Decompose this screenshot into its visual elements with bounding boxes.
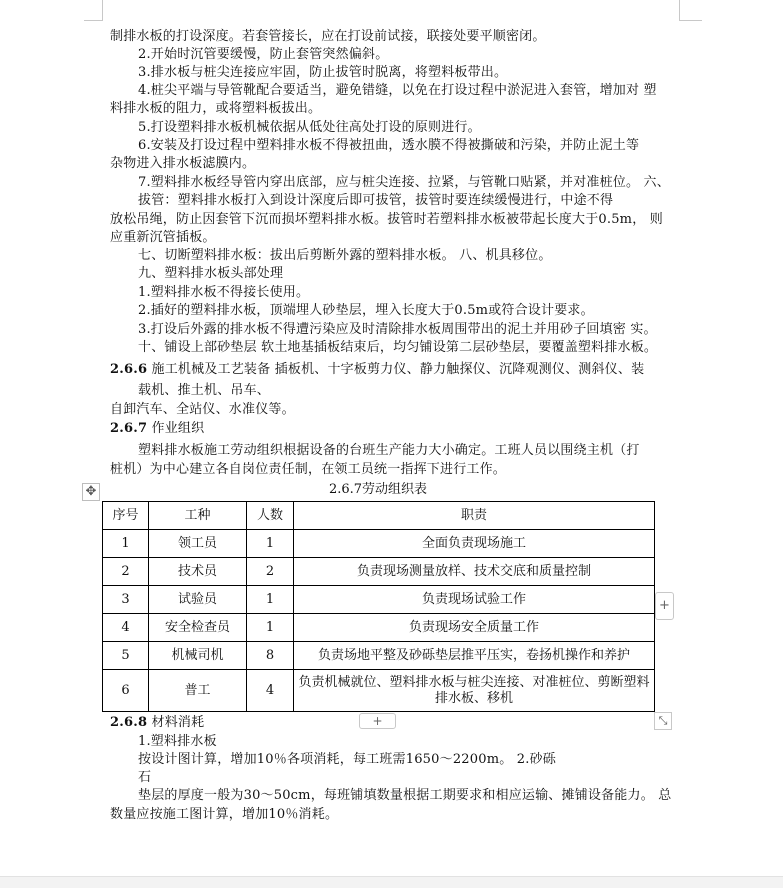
table-header-cell: 人数	[247, 502, 294, 530]
table-cell: 3	[103, 586, 149, 614]
text-line: 石	[138, 770, 152, 785]
table-cell: 安全检查员	[149, 614, 247, 642]
table-row	[103, 558, 655, 586]
text-line: 数量应按施工图计算，增加10％消耗。	[110, 807, 339, 822]
section-number: 2.6.8	[110, 715, 148, 730]
table-row	[103, 530, 655, 558]
table-cell: 负责机械就位、塑料排水板与桩尖连接、对准桩位、剪断塑料排水板、移机	[294, 670, 655, 712]
text-line: 2.开始时沉管要缓慢，防止套管突然偏斜。	[138, 47, 389, 62]
section-title: 施工机械及工艺装备 插板机、十字板剪力仪、静力触探仪、沉降观测仪、测斜仪、装	[147, 362, 645, 377]
table-cell: 1	[103, 530, 149, 558]
table-move-handle-icon[interactable]: ✥	[82, 483, 100, 501]
table-header-row	[103, 502, 655, 530]
text-line: 2.插好的塑料排水板，顶端埋人砂垫层，埋入长度大于0.5m或符合设计要求。	[138, 303, 594, 318]
table-row	[103, 642, 655, 670]
table-cell: 技术员	[149, 558, 247, 586]
table-cell: 1	[247, 586, 294, 614]
table-header-cell: 职责	[294, 502, 655, 530]
table-cell: 5	[103, 642, 149, 670]
text-line: 6.安装及打设过程中塑料排水板不得被扭曲，透水膜不得被撕破和污染，并防止泥土等	[138, 138, 640, 153]
text-line: 自卸汽车、全站仪、水准仪等。	[110, 402, 295, 417]
table-cell: 2	[247, 558, 294, 586]
table-cell: 4	[247, 670, 294, 712]
table-cell: 负责现场安全质量工作	[294, 614, 655, 642]
text-line: 1.塑料排水板不得接长使用。	[138, 285, 310, 300]
text-line: 九、塑料排水板头部处理	[138, 266, 284, 281]
table-row	[103, 614, 655, 642]
text-line: 杂物进入排水板滤膜内。	[110, 156, 256, 171]
bottom-scroll-area	[0, 876, 783, 888]
table-resize-icon[interactable]: ⤡	[654, 712, 672, 730]
text-line: 3.排水板与桩尖连接应牢固，防止拔管时脱离，将塑料板带出。	[138, 65, 508, 80]
text-line: 塑料排水板施工劳动组织根据设备的台班生产能力大小确定。工班人员以围绕主机（打	[138, 443, 640, 458]
text-line: 拔管：塑料排水板打入到设计深度后即可拔管，拔管时要连续缓慢进行，中途不得	[138, 193, 614, 208]
table-row	[103, 670, 655, 712]
section-heading	[110, 361, 644, 378]
text-line: 放松吊绳，防止因套管下沉而损坏塑料排水板。拔管时若塑料排水板被带起长度大于0.5m， 则	[110, 212, 663, 227]
table-cell: 1	[247, 614, 294, 642]
text-line: 制排水板的打设深度。若套管接长，应在打设前试接，联接处要平顺密闭。	[110, 29, 546, 44]
table-cell: 全面负责现场施工	[294, 530, 655, 558]
table-cell: 4	[103, 614, 149, 642]
table-cell: 普工	[149, 670, 247, 712]
text-line: 7.塑料排水板经导管内穿出底部，应与桩尖连接、拉紧，与管靴口贴紧，并对准桩位。 六、	[138, 175, 670, 190]
section-heading	[110, 714, 204, 731]
text-line: 1.塑料排水板	[138, 734, 217, 749]
text-line: 5.打设塑料排水板机械依据从低处往高处打设的原则进行。	[138, 120, 481, 135]
table-cell: 机械司机	[149, 642, 247, 670]
text-line: 垫层的厚度一般为30～50cm，每班铺填数量根据工期要求和相应运输、摊铺设备能力。 总	[138, 788, 672, 803]
table-cell: 负责现场试验工作	[294, 586, 655, 614]
text-line: 4.桩尖平端与导管靴配合要适当，避免错缝，以免在打设过程中淤泥进入套管，增加对 塑	[138, 83, 657, 98]
text-line: 3.打设后外露的排水板不得遭污染应及时清除排水板周围带出的泥土并用砂子回填密 实。	[138, 322, 657, 337]
table-cell: 6	[103, 670, 149, 712]
table-cell: 8	[247, 642, 294, 670]
page-corner-mark	[679, 0, 702, 21]
labor-organization-table	[102, 501, 655, 712]
text-line: 按设计图计算，增加10％各项消耗，每工班需1650～2200m。 2.砂砾	[138, 752, 556, 767]
page-corner-mark	[84, 0, 103, 21]
table-cell: 负责现场测量放样、技术交底和质量控制	[294, 558, 655, 586]
text-line: 载机、推土机、吊车、	[138, 383, 271, 398]
table-cell: 领工员	[149, 530, 247, 558]
section-number: 2.6.7	[110, 421, 148, 436]
text-line: 七、切断塑料排水板：拔出后剪断外露的塑料排水板。 八、机具移位。	[138, 248, 552, 263]
table-caption: 2.6.7劳动组织表	[328, 482, 428, 497]
section-title: 材料消耗	[147, 715, 205, 730]
section-heading	[110, 420, 204, 437]
table-cell: 试验员	[149, 586, 247, 614]
text-line: 桩机）为中心建立各自岗位责任制，在领工员统一指挥下进行工作。	[110, 462, 507, 477]
table-header-cell: 工种	[149, 502, 247, 530]
section-title: 作业组织	[147, 421, 205, 436]
add-row-button[interactable]: +	[359, 713, 396, 729]
table-header-cell: 序号	[103, 502, 149, 530]
section-number: 2.6.6	[110, 362, 148, 377]
table-cell: 负责场地平整及砂砾垫层推平压实，卷扬机操作和养护	[294, 642, 655, 670]
table-cell: 1	[247, 530, 294, 558]
text-line: 应重新沉管插板。	[110, 230, 216, 245]
text-line: 料排水板的阻力，或将塑料板拔出。	[110, 101, 322, 116]
table-cell: 2	[103, 558, 149, 586]
add-column-button[interactable]: +	[655, 592, 674, 620]
table-row	[103, 586, 655, 614]
text-line: 十、铺设上部砂垫层 软土地基插板结束后，均匀铺设第二层砂垫层，要覆盖塑料排水板。	[138, 340, 658, 355]
